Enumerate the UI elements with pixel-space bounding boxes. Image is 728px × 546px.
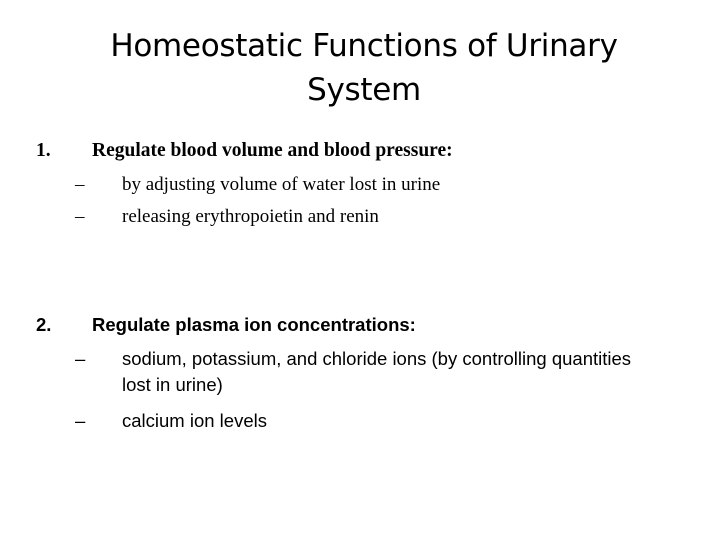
sub-bullet-text: calcium ion levels xyxy=(122,410,267,431)
bullet-heading: Regulate blood volume and blood pressure: xyxy=(92,140,453,161)
dash-marker: – xyxy=(75,174,85,195)
dash-marker: – xyxy=(75,348,86,369)
bullet-number: 2. xyxy=(36,314,52,335)
sub-bullet-text: releasing erythropoietin and renin xyxy=(122,206,379,227)
sub-bullet-text: by adjusting volume of water lost in urine xyxy=(122,174,441,195)
dash-marker: – xyxy=(75,410,86,431)
dash-marker: – xyxy=(75,206,85,227)
bullet-heading: Regulate plasma ion concentrations: xyxy=(92,314,416,335)
slide-title: Homeostatic Functions of Urinary System xyxy=(110,28,618,108)
bullet-number: 1. xyxy=(36,140,51,161)
sub-bullet-text: sodium, potassium, and chloride ions (by controlling quantities lost in urine) xyxy=(122,348,632,395)
